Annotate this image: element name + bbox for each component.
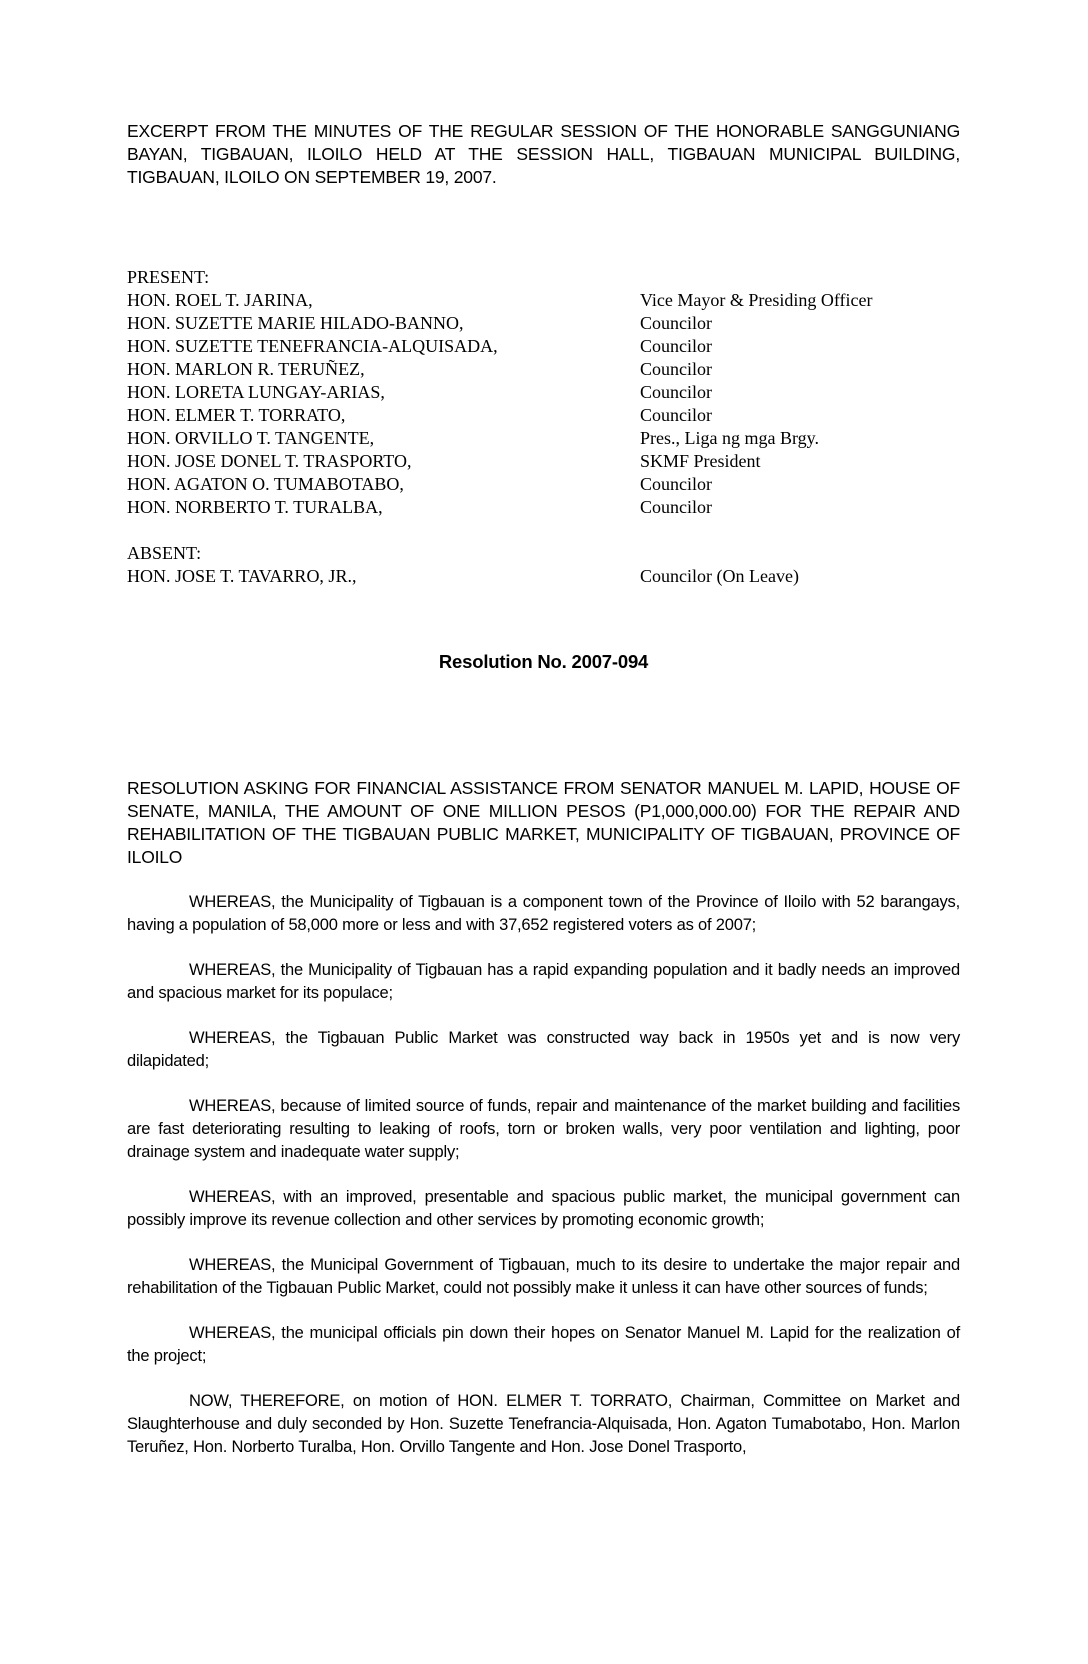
present-label: PRESENT: [127,267,210,287]
official-position: Councilor [640,382,712,402]
resolution-paragraph-whereas-4: WHEREAS, because of limited source of funds, repair and maintenance of the market building and facilities are fast deteriorating resulting to leaking of roofs, torn or broken walls, very poor ventilation and lighting, poor drainage system and inadequate water supply; [127,1097,960,1161]
document-header: EXCERPT FROM THE MINUTES OF THE REGULAR SESSION OF THE HONORABLE SANGGUNIANG BAYAN, TIGBAUAN, ILOILO HELD AT THE SESSION HALL, TIGBAUAN MUNICIPAL BUILDING, TIGBAUAN, ILOILO ON SEPTEMBER 19, 2007. [127,121,960,187]
attendance-row [127,450,960,473]
resolution-paragraph-now-therefore: NOW, THEREFORE, on motion of HON. ELMER T. TORRATO, Chairman, Committee on Market and Slaughterhouse and duly seconded by Hon. Suzette Tenefrancia-Alquisada, Hon. Agaton Tumabotabo, Hon. Marlon Teruñez, Hon. Norberto Turalba, Hon. Orvillo Tangente and Hon. Jose Donel Trasporto, [127,1392,960,1456]
official-position: Councilor [640,405,712,425]
official-name: HON. AGATON O. TUMABOTABO, [127,474,404,494]
absent-label: ABSENT: [127,543,202,563]
resolution-paragraph-whereas-2: WHEREAS, the Municipality of Tigbauan has a rapid expanding population and it badly needs an improved and spacious market for its populace; [127,961,960,1002]
official-name: HON. MARLON R. TERUÑEZ, [127,359,365,379]
official-position: Pres., Liga ng mga Brgy. [640,428,819,448]
official-name: HON. ELMER T. TORRATO, [127,405,346,425]
official-name: HON. SUZETTE MARIE HILADO-BANNO, [127,313,464,333]
attendance-row [127,358,960,381]
official-position: Councilor [640,359,712,379]
official-name: HON. ORVILLO T. TANGENTE, [127,428,375,448]
official-position: Councilor [640,313,712,333]
official-name: HON. JOSE DONEL T. TRASPORTO, [127,451,412,471]
official-name: HON. SUZETTE TENEFRANCIA-ALQUISADA, [127,336,498,356]
official-name: HON. LORETA LUNGAY-ARIAS, [127,382,385,402]
attendance-row [127,312,960,335]
official-name: HON. NORBERTO T. TURALBA, [127,497,383,517]
official-name: HON. ROEL T. JARINA, [127,290,313,310]
attendance-section [127,266,960,588]
attendance-row [127,289,960,312]
official-position: SKMF President [640,451,761,471]
attendance-row [127,496,960,519]
resolution-number-heading: Resolution No. 2007-094 [438,651,649,672]
attendance-row [127,473,960,496]
attendance-row [127,335,960,358]
official-position: Vice Mayor & Presiding Officer [640,290,873,310]
attendance-row [127,565,960,588]
attendance-row [127,381,960,404]
resolution-paragraph-whereas-7: WHEREAS, the municipal officials pin down their hopes on Senator Manuel M. Lapid for the realization of the project; [127,1324,960,1365]
attendance-row [127,427,960,450]
resolution-paragraph-whereas-6: WHEREAS, the Municipal Government of Tigbauan, much to its desire to undertake the major repair and rehabilitation of the Tigbauan Public Market, could not possibly make it unless it can have other sources of funds; [127,1256,960,1297]
official-name: HON. JOSE T. TAVARRO, JR., [127,566,357,586]
official-position: Councilor (On Leave) [640,566,799,586]
resolution-paragraph-whereas-5: WHEREAS, with an improved, presentable and spacious public market, the municipal government can possibly improve its revenue collection and other services by promoting economic growth; [127,1188,960,1229]
resolution-paragraph-whereas-3: WHEREAS, the Tigbauan Public Market was constructed way back in 1950s yet and is now very dilapidated; [127,1029,960,1070]
official-position: Councilor [640,474,712,494]
official-position: Councilor [640,497,712,517]
resolution-title: RESOLUTION ASKING FOR FINANCIAL ASSISTANCE FROM SENATOR MANUEL M. LAPID, HOUSE OF SENATE, MANILA, THE AMOUNT OF ONE MILLION PESOS (P1,000,000.00) FOR THE REPAIR AND REHABILITATION OF THE TIGBAUAN PUBLIC MARKET, MUNICIPALITY OF TIGBAUAN, PROVINCE OF ILOILO [127,778,960,867]
resolution-paragraph-whereas-1: WHEREAS, the Municipality of Tigbauan is a component town of the Province of Iloilo with 52 barangays, having a population of 58,000 more or less and with 37,652 registered voters as of 2007; [127,893,960,934]
attendance-row [127,404,960,427]
official-position: Councilor [640,336,712,356]
